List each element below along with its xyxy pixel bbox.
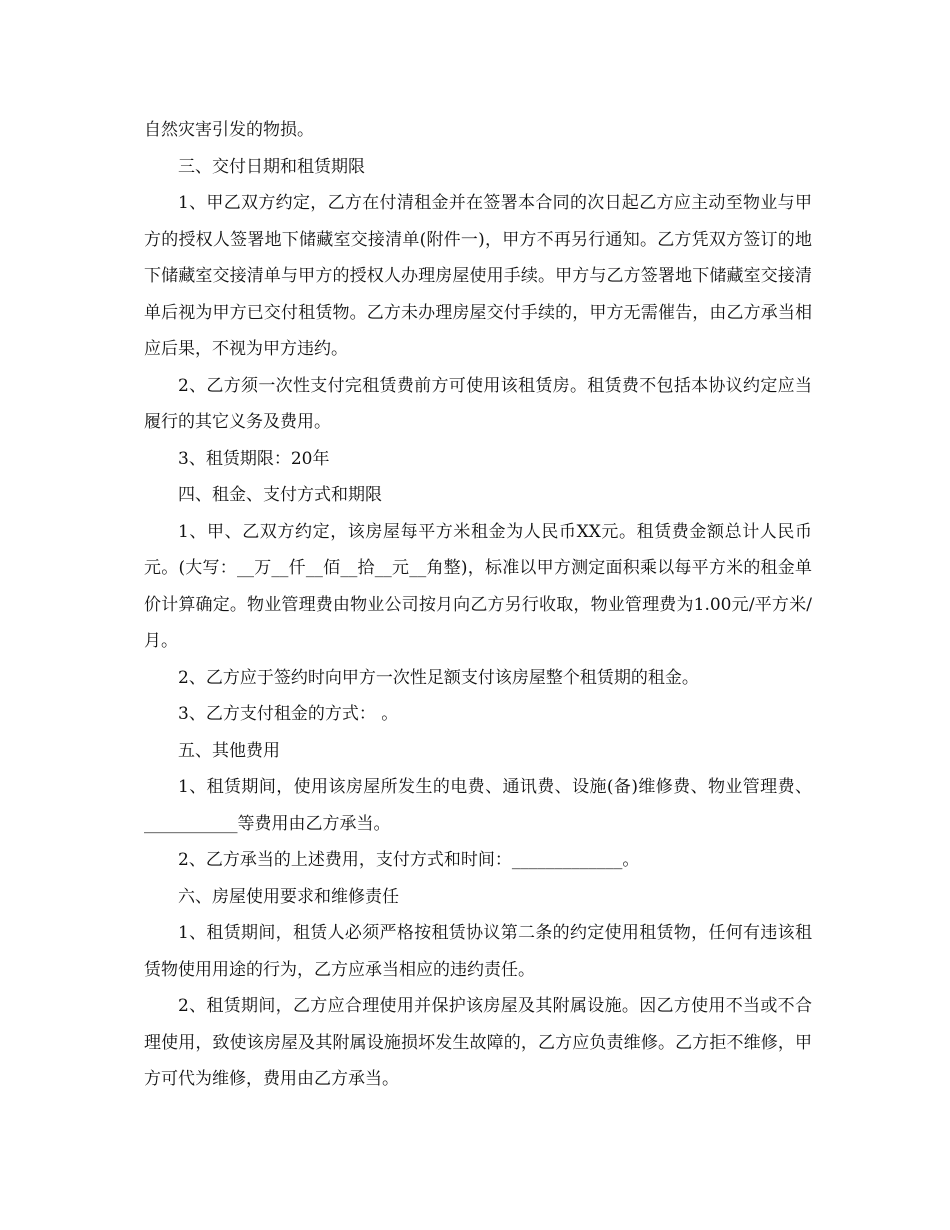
paragraph-4-2: 2、乙方应于签约时向甲方一次性足额支付该房屋整个租赁期的租金。: [178, 667, 699, 688]
section-heading-3: 三、交付日期和租赁期限: [178, 156, 365, 177]
paragraph-3-1: 1、甲乙双方约定，乙方在付清租金并在签署本合同的次日起乙方应主动至物业与甲方的授权人签署地下储藏室交接清单(附件一)，甲方不再另行通知。乙方凭双方签订的地下储藏室交接清单与甲方的授权人办理房屋使用手续。甲方与乙方签署地下储藏室交接清单后视为甲方已交付租赁物。乙方未办理房屋交付手续的，甲方无需催告，由乙方承当相应后果，不视为甲方违约。: [144, 193, 812, 359]
document-body: [144, 112, 818, 1098]
section-heading-5: 五、其他费用: [178, 740, 280, 761]
paragraph-3-3: 3、租赁期限：20年: [178, 448, 330, 469]
paragraph-5-1: 1、租赁期间，使用该房屋所发生的电费、通讯费、设施(备)维修费、物业管理费、___________等费用由乙方承当。: [144, 777, 812, 834]
section-heading-4: 四、租金、支付方式和期限: [178, 485, 382, 505]
paragraph-3-2: 2、乙方须一次性支付完租赁费前方可使用该租赁房。租赁费不包括本协议约定应当履行的其它义务及费用。: [144, 375, 812, 432]
paragraph-1: 自然灾害引发的物损。: [144, 120, 314, 140]
paragraph-6-1: 1、租赁期间，租赁人必须严格按租赁协议第二条的约定使用租赁物，任何有违该租赁物使用用途的行为，乙方应承当相应的违约责任。: [144, 923, 812, 980]
section-heading-6: 六、房屋使用要求和维修责任: [178, 886, 399, 907]
paragraph-4-3: 3、乙方支付租金的方式： 。: [178, 704, 399, 724]
paragraph-6-2: 2、租赁期间，乙方应合理使用并保护该房屋及其附属设施。因乙方使用不当或不合理使用，致使该房屋及其附属设施损坏发生故障的，乙方应负责维修。乙方拒不维修，甲方可代为维修，费用由乙方承当。: [144, 996, 812, 1089]
paragraph-4-1: 1、甲、乙双方约定，该房屋每平方米租金为人民币XX元。租赁费金额总计人民币 元。(大写：__万__仟__佰__拾__元__角整)，标准以甲方测定面积乘以每平方米的租金单价计算确定。物业管理费由物业公司按月向乙方另行收取，物业管理费为1.00元/平方米/月。: [144, 521, 818, 651]
paragraph-5-2: 2、乙方承当的上述费用，支付方式和时间：_____________。: [178, 850, 640, 870]
